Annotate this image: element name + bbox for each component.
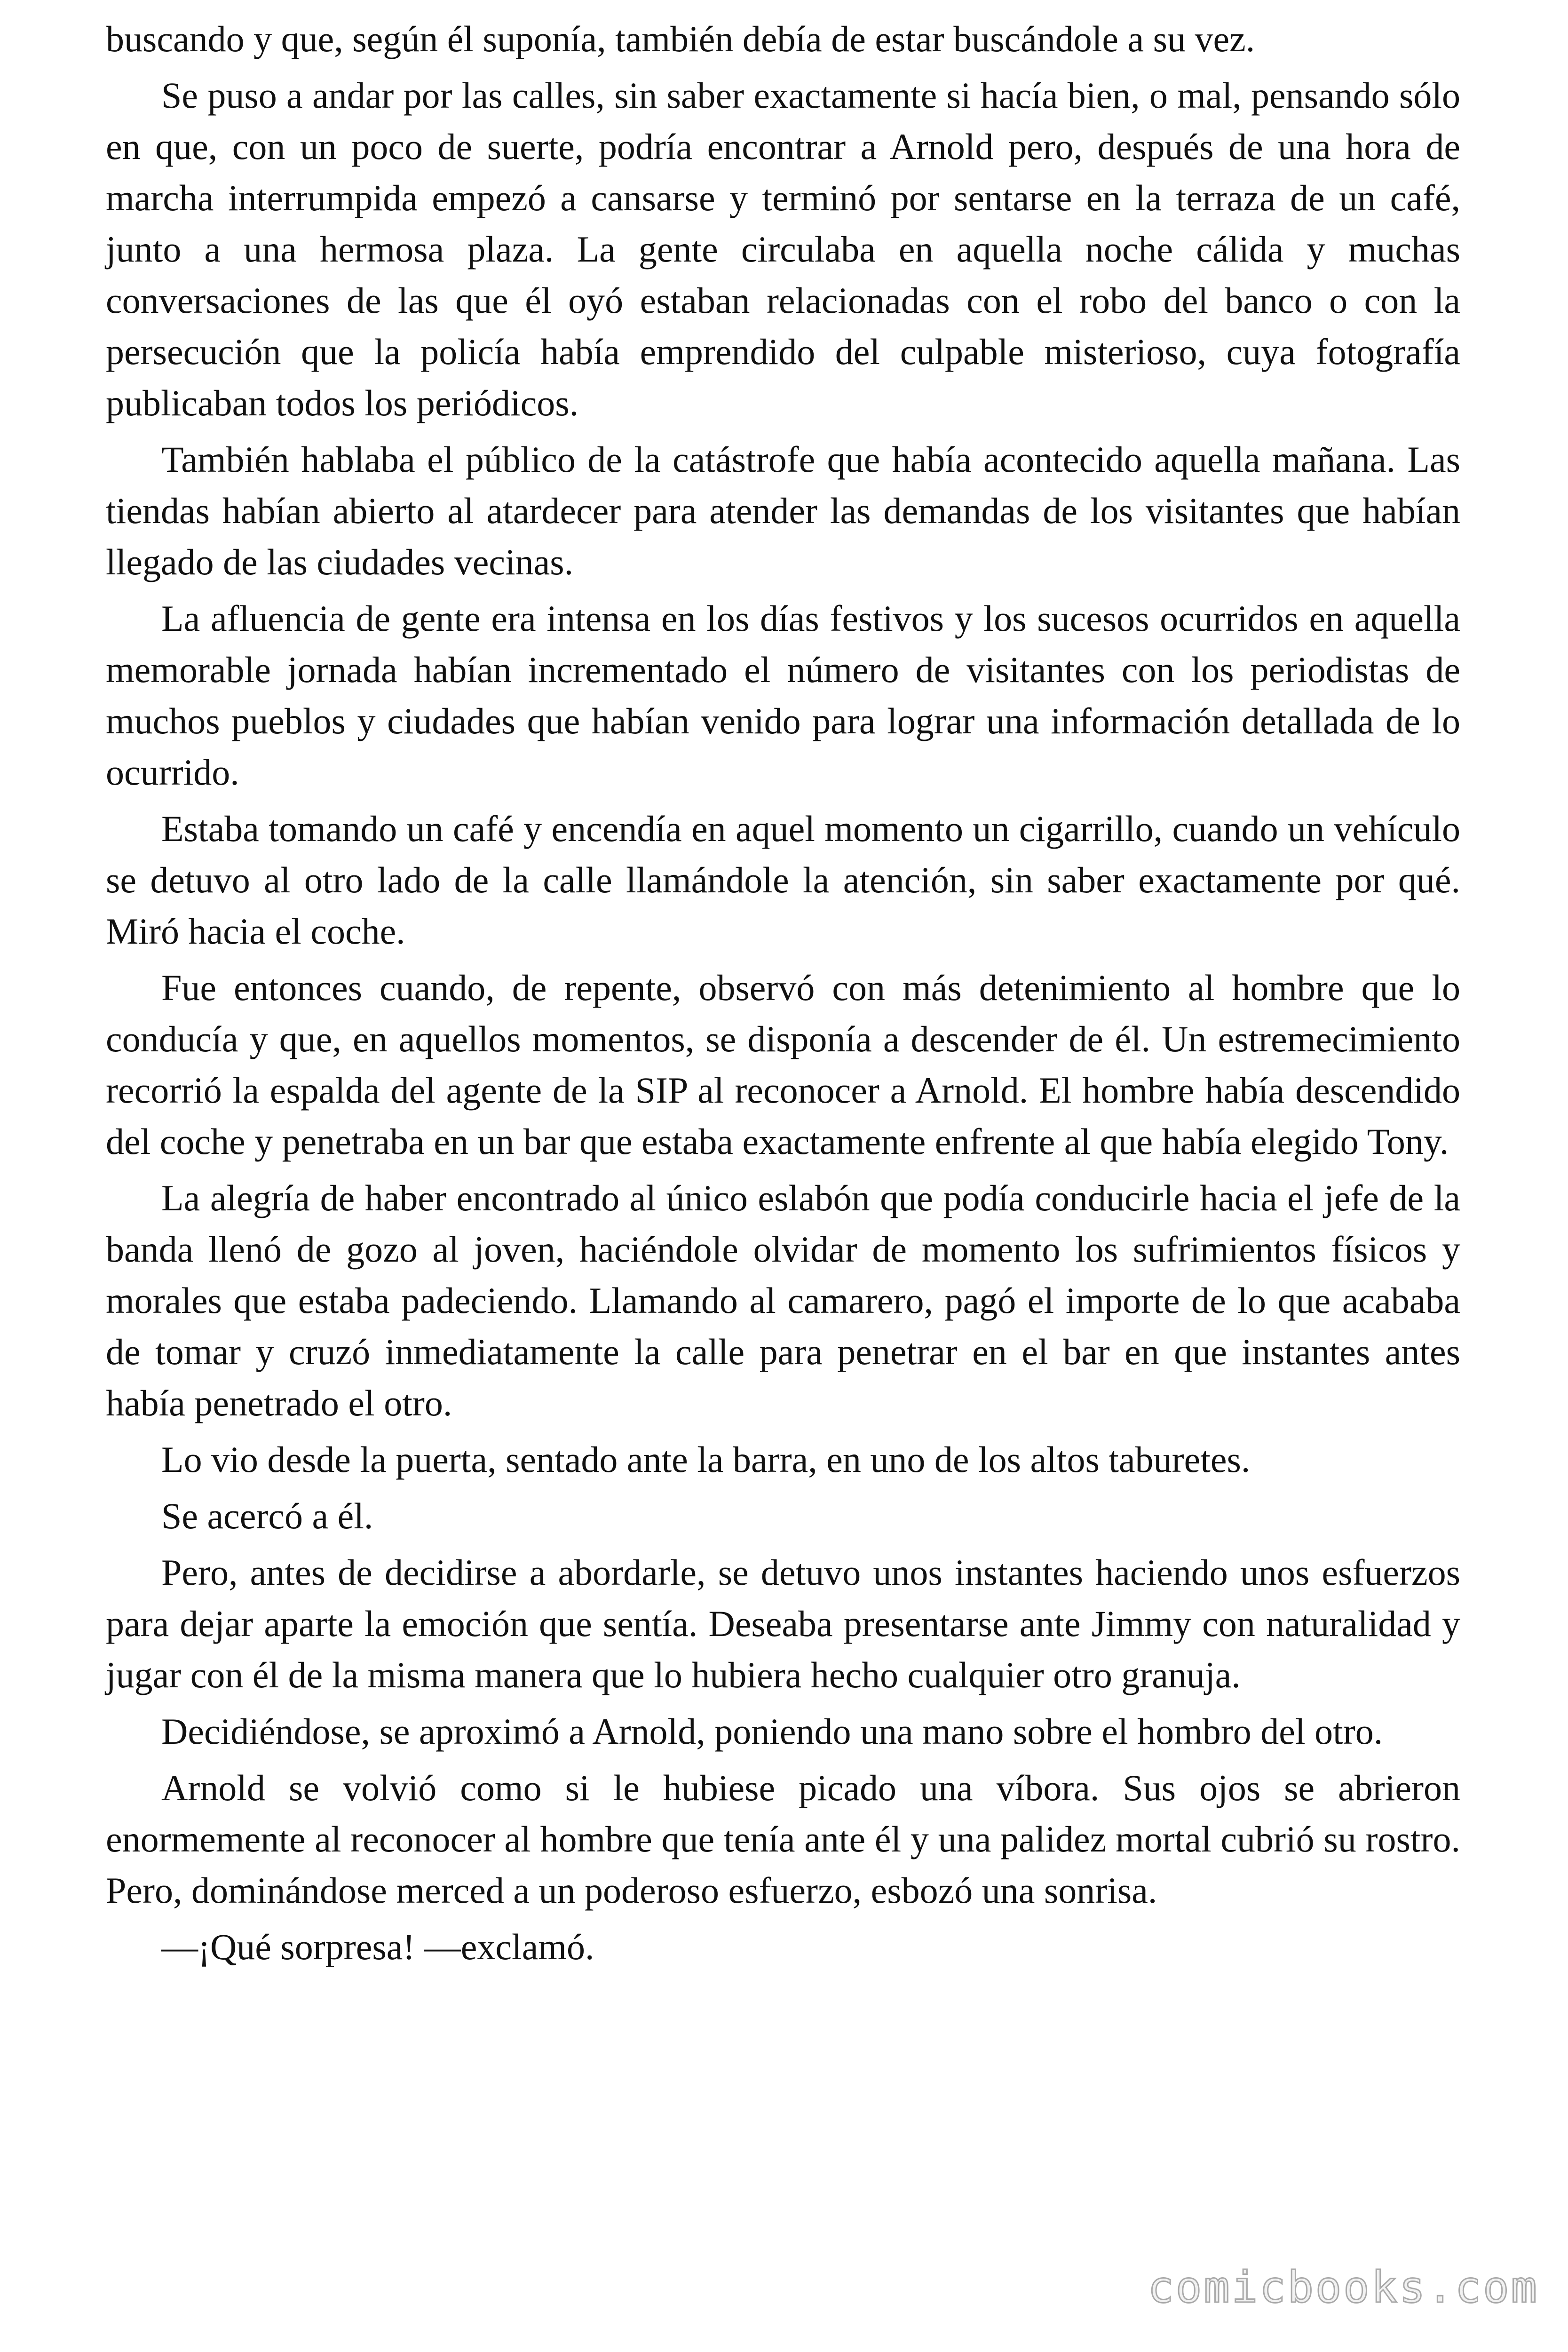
paragraph: Lo vio desde la puerta, sentado ante la barra, en uno de los altos taburetes. bbox=[161, 1439, 1251, 1480]
paragraph: Se puso a andar por las calles, sin saber exactamente si hacía bien, o mal, pensando sólo en que, con un poco de suerte, podría encontrar a Arnold pero, después de una hora de marcha interrumpida empezó a cansarse y terminó por sentarse en la terraza de un café, junto a una hermosa plaza. La gente circulaba en aquella noche cálida y muchas conversaciones de las que él oyó estaban relacionadas con el robo del banco o con la persecución que la policía había emprendido del culpable misterioso, cuya fotografía publicaban todos los periódicos. bbox=[106, 75, 1460, 423]
dialogue-line: —¡Qué sorpresa! —exclamó. bbox=[161, 1926, 594, 1967]
paragraph: La alegría de haber encontrado al único eslabón que podía conducirle hacia el jefe de la banda llenó de gozo al joven, haciéndole olvidar de momento los sufrimientos físicos y morales que estaba padeciendo. Llamando al camarero, pagó el importe de lo que acababa de tomar y cruzó inmediatamente la calle para penetrar en el bar en que instantes antes había penetrado el otro. bbox=[106, 1177, 1460, 1423]
paragraph: Se acercó a él. bbox=[161, 1495, 373, 1536]
paragraph: Pero, antes de decidirse a abordarle, se detuvo unos instantes haciendo unos esfuerzos para dejar aparte la emoción que sentía. Deseaba presentarse ante Jimmy con naturalidad y jugar con él de la misma manera que lo hubiera hecho cualquier otro granuja. bbox=[106, 1552, 1460, 1695]
paragraph: La afluencia de gente era intensa en los días festivos y los sucesos ocurridos en aquella memorable jornada habían incrementado el número de visitantes con los periodistas de muchos pueblos y ciudades que habían venido para lograr una información detallada de lo ocurrido. bbox=[106, 598, 1460, 793]
paragraph-continued: buscando y que, según él suponía, también debía de estar buscándole a su vez. bbox=[106, 18, 1255, 59]
paragraph: Fue entonces cuando, de repente, observó con más detenimiento al hombre que lo conducía y que, en aquellos momentos, se disponía a descender de él. Un estremecimiento recorrió la espalda del agente de la SIP al reconocer a Arnold. El hombre había descendido del coche y penetraba en un bar que estaba exactamente enfrente al que había elegido Tony. bbox=[106, 967, 1460, 1162]
paragraph: Arnold se volvió como si le hubiese picado una víbora. Sus ojos se abrieron enormemente al reconocer al hombre que tenía ante él y una palidez mortal cubrió su rostro. Pero, dominándose merced a un poderoso esfuerzo, esbozó una sonrisa. bbox=[106, 1767, 1460, 1911]
watermark-text: comicbooks.com bbox=[1148, 2262, 1539, 2312]
page-body-text bbox=[106, 13, 1460, 1978]
paragraph: Decidiéndose, se aproximó a Arnold, poniendo una mano sobre el hombro del otro. bbox=[161, 1711, 1383, 1752]
paragraph: Estaba tomando un café y encendía en aquel momento un cigarrillo, cuando un vehículo se detuvo al otro lado de la calle llamándole la atención, sin saber exactamente por qué. Miró hacia el coche. bbox=[106, 808, 1460, 952]
paragraph: También hablaba el público de la catástrofe que había acontecido aquella mañana. Las tiendas habían abierto al atardecer para atender las demandas de los visitantes que habían llegado de las ciudades vecinas. bbox=[106, 439, 1460, 582]
